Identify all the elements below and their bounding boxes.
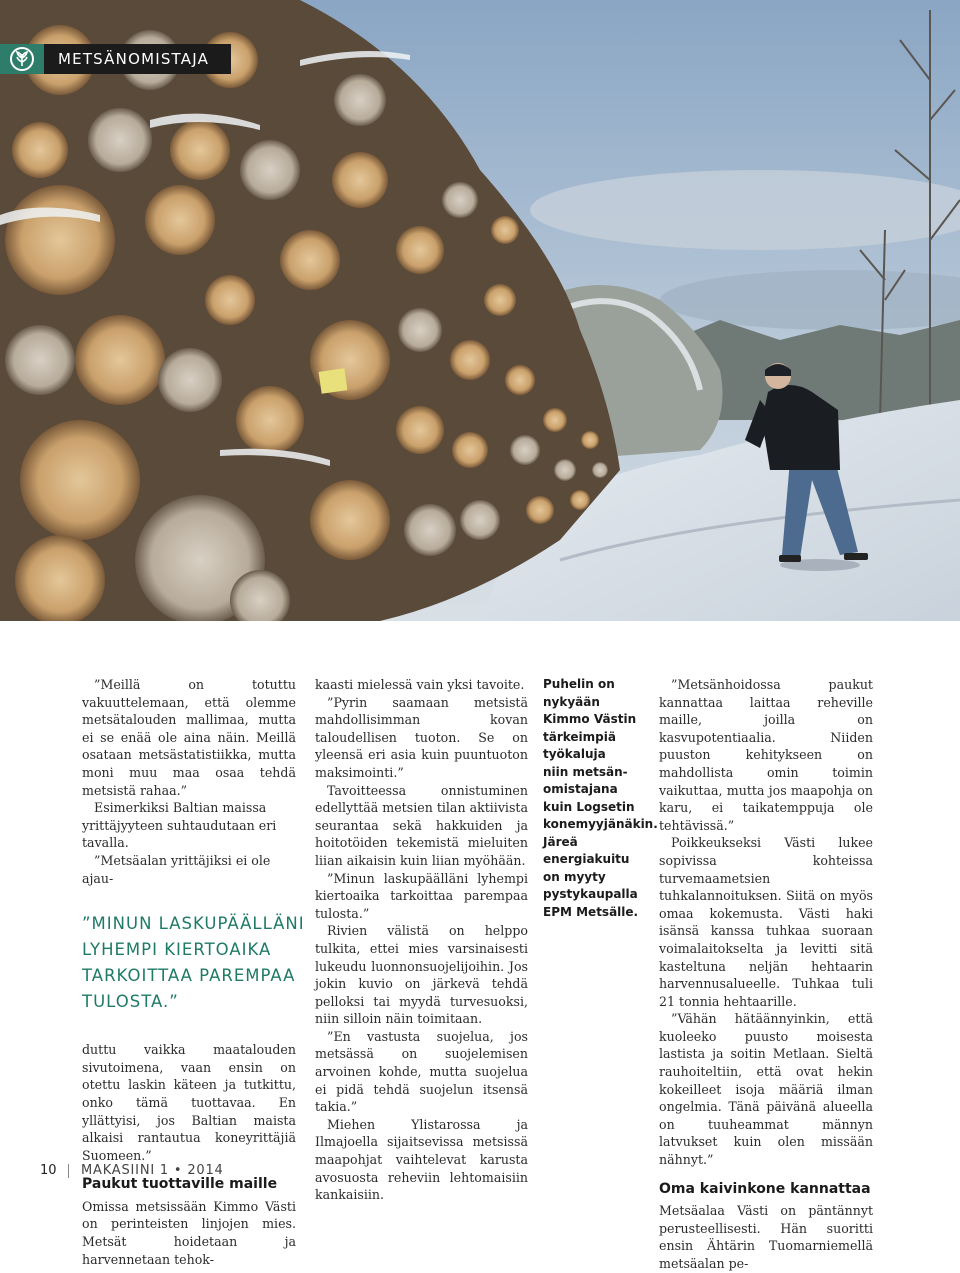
paragraph: ”Metsäalan yrittäjiksi ei ole ajau- <box>82 852 271 886</box>
pull-quote <box>82 911 305 1015</box>
caption-line: konemyyjänäkin. <box>543 817 658 831</box>
caption-line: Kimmo Västin <box>543 712 637 726</box>
paragraph: ”Meillä on totuttu vakuuttelemaan, että olemme metsätalouden mallimaa, mutta ei se enää ole aina näin. Meillä osataan metsästatistiikka, mutta moni muu maa osaa tehdä metsistä rahaa.” <box>82 677 296 798</box>
caption-line: Puhelin on <box>543 677 615 691</box>
paragraph: ”Pyrin saamaan metsistä mahdollisimman kovan taloudellisen tuoton. Se on yleensä eri asia kuin puuntuoton maksimointi.” <box>315 694 528 780</box>
article-column-1 <box>82 676 305 1268</box>
paragraph: ”En vastusta suojelua, jos metsässä on suojelemisen arvoinen kohde, mutta suojelua ei pidä tehdä suojelun itsensä takia.” <box>315 1028 528 1115</box>
caption-line: tärkeimpiä <box>543 729 616 744</box>
section-badge <box>0 44 231 74</box>
paragraph: Rivien välistä on helppo tulkita, ettei mies varsinaisesti lukeudu luonnonsuojelijoihin. Jos jokin kuvio on järkevä tehdä pelloksi tai myydä turvesuoksi, niin silloin näin toimitaan. <box>315 923 528 1027</box>
paragraph: ”Vähän hätäännyinkin, että kuoleeko puusto moisesta lastista ja soitin Metlaan. Sieltä rauhoiteltiin, että ovat hekin kokeilleet isoja määriä ilman ongelmia. Tänä päivänä alueella on tuuheammat männyn latvukset kuin olen missään nähnyt.” <box>659 1011 873 1168</box>
caption-line: omistajana <box>543 782 618 796</box>
caption-line: energiakuitu <box>543 852 630 866</box>
paragraph: Omissa metsissään Kimmo Västi on perinteisten linjojen mies. Metsät hoidetaan ja harvennetaan tehok- <box>82 1198 296 1267</box>
hero-photo <box>0 0 960 621</box>
paragraph: Metsäalaa Västi on päntännyt perusteellisesti. Hän suoritti ensin Ähtärin Tuomarniemellä metsäalan pe- <box>659 1203 873 1271</box>
caption-line: Järeä <box>543 834 578 849</box>
pull-quote-line: LYHEMPI KIERTOAIKA <box>82 940 272 960</box>
caption-line: EPM Metsälle. <box>543 904 639 919</box>
paragraph: Tavoitteessa onnistuminen edellyttää metsien tilan aktiivista seurantaa sekä hakkuiden ja hoitotöiden tekemistä mieluiten liian aikaisin kuin liian myöhään. <box>315 782 528 868</box>
page-number: 10 <box>40 1163 57 1178</box>
page-footer <box>40 1163 224 1178</box>
caption-line: nykyään <box>543 694 600 709</box>
magazine-name: MAKASIINI 1 • 2014 <box>81 1163 224 1178</box>
caption-line: pystykaupalla <box>543 887 638 901</box>
caption-line: on myyty <box>543 869 606 884</box>
pull-quote-line: TULOSTA.” <box>82 992 179 1012</box>
pull-quote-line: TARKOITTAA PAREMPAA <box>82 966 296 986</box>
paragraph: Esimerkiksi Baltian maissa yrittäjyyteen suhtaudutaan eri tavalla. <box>82 800 277 851</box>
photo-caption <box>543 676 658 921</box>
paragraph: ”Minun laskupäälläni lyhempi kiertoaika tarkoittaa parempaa tulosta.” <box>315 870 528 921</box>
paragraph: ”Metsänhoidossa paukut kannattaa laittaa reheville maille, joilla on kasvupotentiaalia. Niiden puuston kehitykseen on mahdollista omin toimin vaikuttaa, mutta jos maapohja on karu, ei taikatemppuja ole tehtävissä.” <box>659 677 873 833</box>
paragraph: Poikkeukseksi Västi lukee sopivissa kohteissa turvemaametsien tuhkalannoituksen. Siitä on myös omaa kokemusta. Västi haki isänsä kanssa tuhkaa suoraan voimalaitokselta ja levitti sitä kasteltuna neljän hehtaarin harvennusalueelle. Tuhkaa tuli 21 tonnia hehtaarille. <box>659 835 873 1009</box>
paragraph: Miehen Ylistarossa ja Ilmajoella sijaitsevissa metsissä maapohjat vaihtelevat karusta avosuosta reheviin lehtomaisiin kankaisiin. <box>315 1116 528 1203</box>
photo-illustration <box>0 0 960 621</box>
paragraph: kaasti mielessä vain yksi tavoite. <box>315 677 525 692</box>
caption-line: työkaluja <box>543 747 606 761</box>
article-column-4 <box>659 676 873 1273</box>
pull-quote-line: ”MINUN LASKUPÄÄLLÄNI <box>82 914 305 934</box>
subheading: Paukut tuottaville maille <box>82 1176 278 1193</box>
caption-line: niin metsän- <box>543 764 628 779</box>
caption-line: kuin Logsetin <box>543 799 635 814</box>
article-column-2 <box>315 676 528 1204</box>
subheading: Oma kaivinkone kannattaa <box>659 1180 871 1197</box>
leaf-icon <box>0 44 44 74</box>
section-label: METSÄNOMISTAJA <box>44 44 231 74</box>
footer-divider <box>68 1164 69 1178</box>
paragraph: duttu vaikka maatalouden sivutoimena, vaan ensin on otettu laskin käteen ja tutkittu, onko tämä tuottavaa. En yllättyisi, jos Baltian maista alkaisi rantautua koneyrittäjiä Suomeen.” <box>82 1042 296 1163</box>
